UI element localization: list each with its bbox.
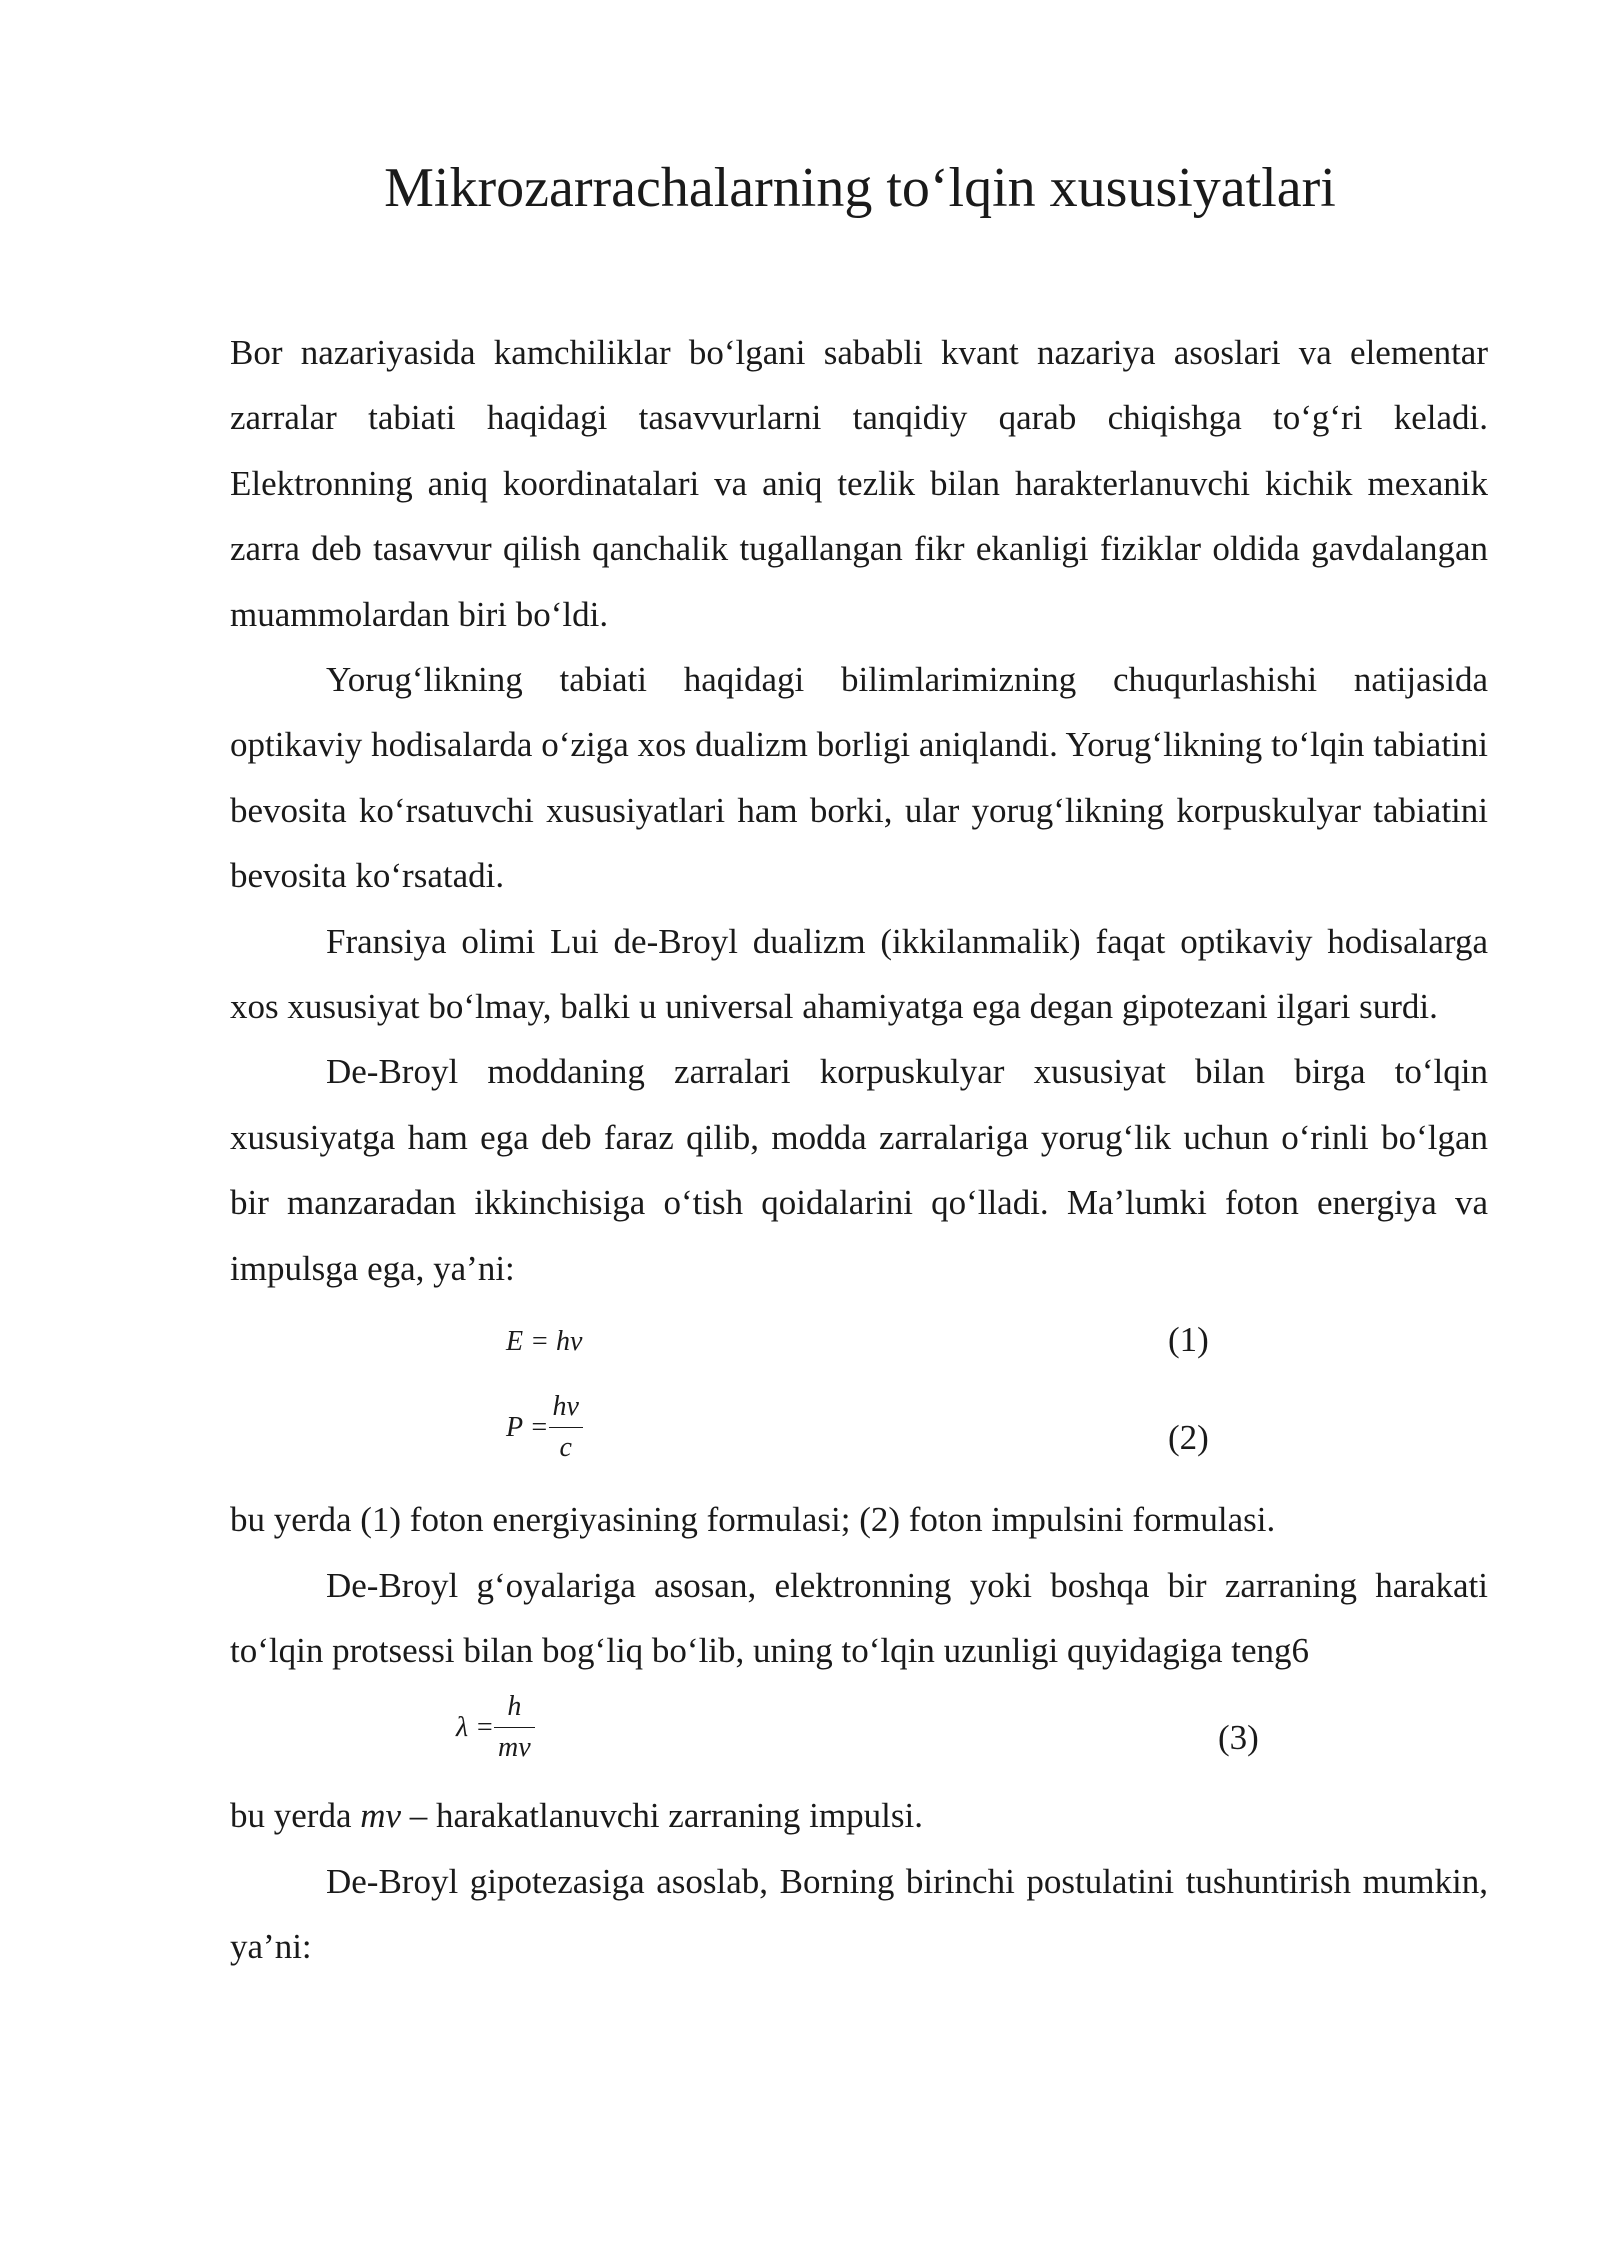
paragraph-8: De-Broyl gipotezasiga asoslab, Borning birinchi postulatini tushuntirish mumkin, ya’ni: — [230, 1861, 1488, 1967]
formula-3-row — [230, 1683, 1488, 1783]
formula-wavelength-lhs: λ = — [456, 1712, 495, 1744]
formula-wavelength-fraction — [494, 1687, 535, 1768]
formula-energy: E = hν — [506, 1326, 583, 1358]
paragraph-2: Yorug‘likning tabiati haqidagi bilimlarimizning chuqurlashishi natijasida optikaviy hodisalarda o‘ziga xos dualizm borligi aniqlandi. Yorug‘likning to‘lqin tabiatini bevosita ko‘rsatuvchi xususiyatlari ham borki, ular yorug‘likning korpuskulyar tabiatini bevosita ko‘rsatadi. — [230, 660, 1488, 896]
paragraph-3: Fransiya olimi Lui de-Broyl dualizm (ikkilanmalik) faqat optikaviy hodisalarga xos xususiyat bo‘lmay, balki u universal ahamiyatga ega degan gipotezani ilgari surdi. — [230, 921, 1488, 1027]
formula-momentum-fraction — [549, 1387, 583, 1468]
formula-momentum-lhs: P = — [506, 1411, 549, 1443]
document-body — [230, 320, 1488, 1980]
paragraph-1: Bor nazariyasida kamchiliklar bo‘lgani sababli kvant nazariya asoslari va elementar zarralar tabiati haqidagi tasavvurlarni tanqidiy qarab chiqishga to‘g‘ri keladi. Elektronning aniq koordinatalari va aniq tezlik bilan harakterlanuvchi kichik mexanik zarra deb tasavvur qilish qanchalik tugallangan fikr ekanligi fiziklar oldida gavdalangan muammolardan biri bo‘ldi. — [230, 333, 1488, 634]
formula-2-row — [230, 1387, 1488, 1487]
formula-wavelength-denominator: mv — [498, 1732, 531, 1764]
paragraph-7 — [230, 1783, 1488, 1848]
formula-momentum-denominator: c — [559, 1432, 572, 1464]
formula-momentum-numerator: hν — [549, 1387, 583, 1428]
page-title: Mikrozarrachalarning to‘lqin xususiyatlari — [384, 157, 1336, 219]
paragraph-4: De-Broyl moddaning zarralari korpuskulyar xususiyat bilan birga to‘lqin xususiyatga ham ega deb faraz qilib, modda zarralariga yorug‘lik uchun o‘rinli bo‘lgan bir manzaradan ikkinchisiga o‘tish qoidalarini qo‘lladi. Ma’lumki foton energiya va impulsga ega, ya’ni: — [230, 1052, 1488, 1288]
paragraph-5: bu yerda (1) foton energiyasining formulasi; (2) foton impulsini formulasi. — [230, 1500, 1276, 1540]
formula-wavelength-numerator: h — [494, 1687, 535, 1728]
equation-number-2: (2) — [1168, 1418, 1209, 1458]
formula-wavelength — [456, 1687, 535, 1768]
formula-1-row — [230, 1301, 1488, 1387]
paragraph-7-suffix: – harakatlanuvchi zarraning impulsi. — [401, 1796, 923, 1836]
paragraph-6: De-Broyl g‘oyalariga asosan, elektronning yoki boshqa bir zarraning harakati to‘lqin protsessi bilan bog‘liq bo‘lib, uning to‘lqin uzunligi quyidagiga teng6 — [230, 1565, 1488, 1670]
equation-number-3: (3) — [1218, 1718, 1259, 1758]
paragraph-7-variable: mv — [360, 1796, 402, 1836]
paragraph-7-prefix: bu yerda — [230, 1796, 361, 1836]
equation-number-1: (1) — [1168, 1320, 1209, 1360]
formula-momentum — [506, 1387, 583, 1468]
